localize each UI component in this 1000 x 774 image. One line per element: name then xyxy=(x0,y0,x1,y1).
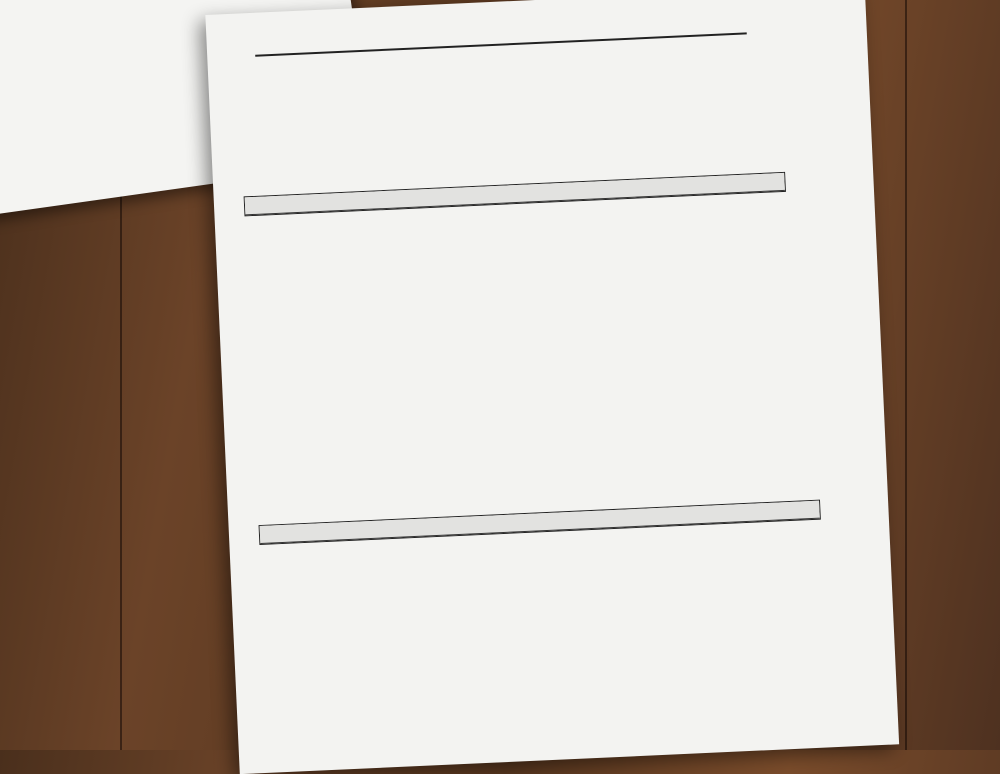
col-nok-header xyxy=(705,184,733,185)
section-header xyxy=(245,173,785,215)
tyres-section xyxy=(259,500,821,545)
underside-section xyxy=(244,172,786,217)
col-ok-header xyxy=(664,513,740,516)
table-plank-seam xyxy=(905,0,907,750)
section-title xyxy=(260,516,664,534)
col-repaired-header xyxy=(733,181,785,183)
col-ok-header xyxy=(629,185,705,188)
section-header xyxy=(260,501,820,544)
section-title xyxy=(245,188,629,205)
sunroof-section xyxy=(255,32,747,56)
col-nok-header xyxy=(739,511,767,512)
checklist-sheet xyxy=(205,0,899,774)
col-repaired-header xyxy=(767,509,819,511)
